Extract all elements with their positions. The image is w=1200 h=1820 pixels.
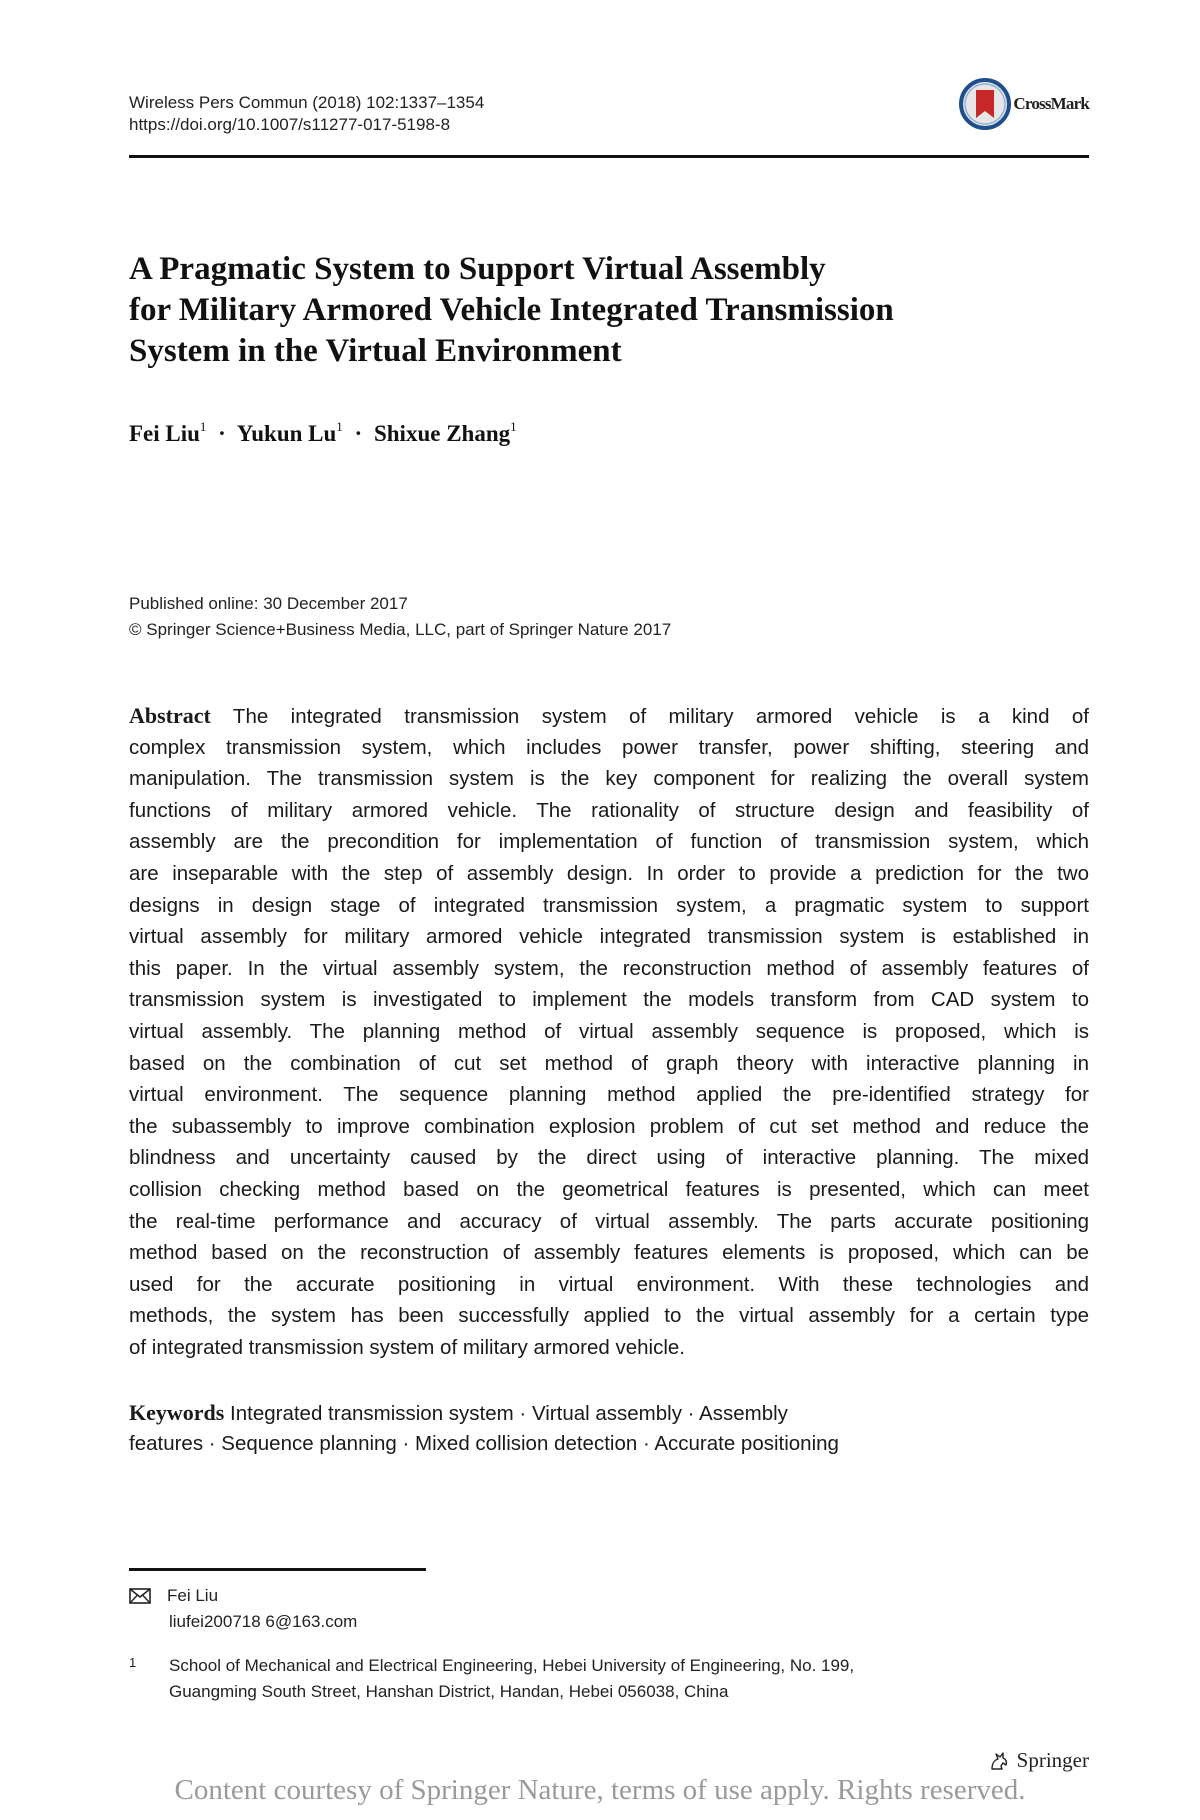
footnote-rule xyxy=(129,1568,426,1571)
abstract-line: based on the combination of cut set method of graph theory with interactive planning in xyxy=(129,1051,1089,1075)
corresponding-author-name: Fei Liu xyxy=(167,1586,219,1605)
keywords-line: features · Sequence planning · Mixed collision detection · Accurate positioning xyxy=(129,1432,839,1455)
springer-label: Springer xyxy=(1016,1748,1089,1772)
crossmark-label: CrossMark xyxy=(1013,94,1089,113)
abstract-line: used for the accurate positioning in virtual environment. With these technologies and xyxy=(129,1272,1089,1296)
abstract-line: manipulation. The transmission system is the key component for realizing the overall system xyxy=(129,767,1089,791)
paper-title xyxy=(129,249,1089,372)
header-rule xyxy=(129,155,1089,158)
abstract-line: functions of military armored vehicle. The rationality of structure design and feasibility of xyxy=(129,798,1089,822)
abstract xyxy=(129,700,1089,1363)
abstract-line: are inseparable with the step of assembly design. In order to provide a prediction for the two xyxy=(129,861,1089,885)
keywords xyxy=(129,1398,1089,1459)
published-date: Published online: 30 December 2017 xyxy=(129,594,408,613)
courtesy-notice: Content courtesy of Springer Nature, terms of use apply. Rights reserved. xyxy=(174,1774,1026,1806)
abstract-line: methods, the system has been successfully applied to the virtual assembly for a certain type xyxy=(129,1304,1089,1328)
journal-citation: Wireless Pers Commun (2018) 102:1337–1354 xyxy=(129,93,485,112)
author-separator: · xyxy=(354,421,363,446)
springer-logo xyxy=(987,1748,1089,1773)
abstract-line: the real-time performance and accuracy of virtual assembly. The parts accurate positioning xyxy=(129,1209,1089,1233)
title-line: System in the Virtual Environment xyxy=(129,333,622,369)
abstract-line: complex transmission system, which includes power transfer, power shifting, steering and xyxy=(129,735,1089,759)
crossmark-bookmark-icon xyxy=(959,78,1011,130)
abstract-line: of integrated transmission system of military armored vehicle. xyxy=(129,1335,685,1359)
author-affil-marker: 1 xyxy=(510,419,517,434)
abstract-line: this paper. In the virtual assembly system, the reconstruction method of assembly features of xyxy=(129,956,1089,980)
abstract-text: The integrated transmission system of military armored vehicle is a kind of xyxy=(232,705,1089,728)
journal-header xyxy=(129,92,1089,152)
abstract-line: virtual assembly for military armored vehicle integrated transmission system is established in xyxy=(129,925,1089,949)
author-name[interactable]: Fei Liu xyxy=(129,421,200,446)
corresponding-email[interactable]: liufei200718 6@163.com xyxy=(169,1612,358,1631)
abstract-line: the subassembly to improve combination explosion problem of cut set method and reduce the xyxy=(129,1114,1089,1138)
abstract-line: blindness and uncertainty caused by the direct using of interactive planning. The mixed xyxy=(129,1146,1089,1170)
abstract-line: virtual environment. The sequence planning method applied the pre-identified strategy for xyxy=(129,1083,1089,1107)
abstract-line: assembly are the precondition for implementation of function of transmission system, which xyxy=(129,830,1089,854)
keywords-line xyxy=(129,1398,1089,1429)
publication-info xyxy=(129,591,671,643)
abstract-line: collision checking method based on the geometrical features is presented, which can meet xyxy=(129,1177,1089,1201)
keywords-text: Integrated transmission system · Virtual assembly · Assembly xyxy=(230,1402,788,1425)
doi-link[interactable]: https://doi.org/10.1007/s11277-017-5198-8 xyxy=(129,115,451,134)
author-name[interactable]: Shixue Zhang xyxy=(373,421,511,446)
author-affil-marker: 1 xyxy=(336,419,343,434)
abstract-line: transmission system is investigated to implement the models transform from CAD system to xyxy=(129,988,1089,1012)
keywords-heading: Keywords xyxy=(129,1400,225,1425)
title-line: for Military Armored Vehicle Integrated Transmission xyxy=(129,292,894,328)
correspondence xyxy=(129,1583,357,1635)
abstract-line: designs in design stage of integrated transmission system, a pragmatic system to support xyxy=(129,893,1089,917)
abstract-heading: Abstract xyxy=(129,703,211,728)
author-list xyxy=(129,419,517,447)
abstract-line: method based on the reconstruction of assembly features elements is proposed, which can be xyxy=(129,1241,1089,1265)
copyright-line: © Springer Science+Business Media, LLC, part of Springer Nature 2017 xyxy=(129,620,672,639)
affiliation-line: School of Mechanical and Electrical Engineering, Hebei University of Engineering, No. 199, xyxy=(169,1656,855,1675)
envelope-icon xyxy=(129,1588,151,1604)
author-separator: · xyxy=(218,421,226,446)
springer-horse-icon xyxy=(987,1749,1011,1773)
affiliation xyxy=(129,1653,1089,1705)
affiliation-number: 1 xyxy=(129,1655,137,1670)
abstract-line: virtual assembly. The planning method of virtual assembly sequence is proposed, which is xyxy=(129,1019,1089,1043)
title-line: A Pragmatic System to Support Virtual Assembly xyxy=(129,251,826,287)
author-affil-marker: 1 xyxy=(199,419,207,434)
author-name[interactable]: Yukun Lu xyxy=(236,421,337,446)
abstract-line xyxy=(129,700,1089,732)
affiliation-line: Guangming South Street, Hanshan District, Handan, Hebei 056038, China xyxy=(169,1682,729,1701)
crossmark-badge[interactable] xyxy=(959,78,1089,130)
